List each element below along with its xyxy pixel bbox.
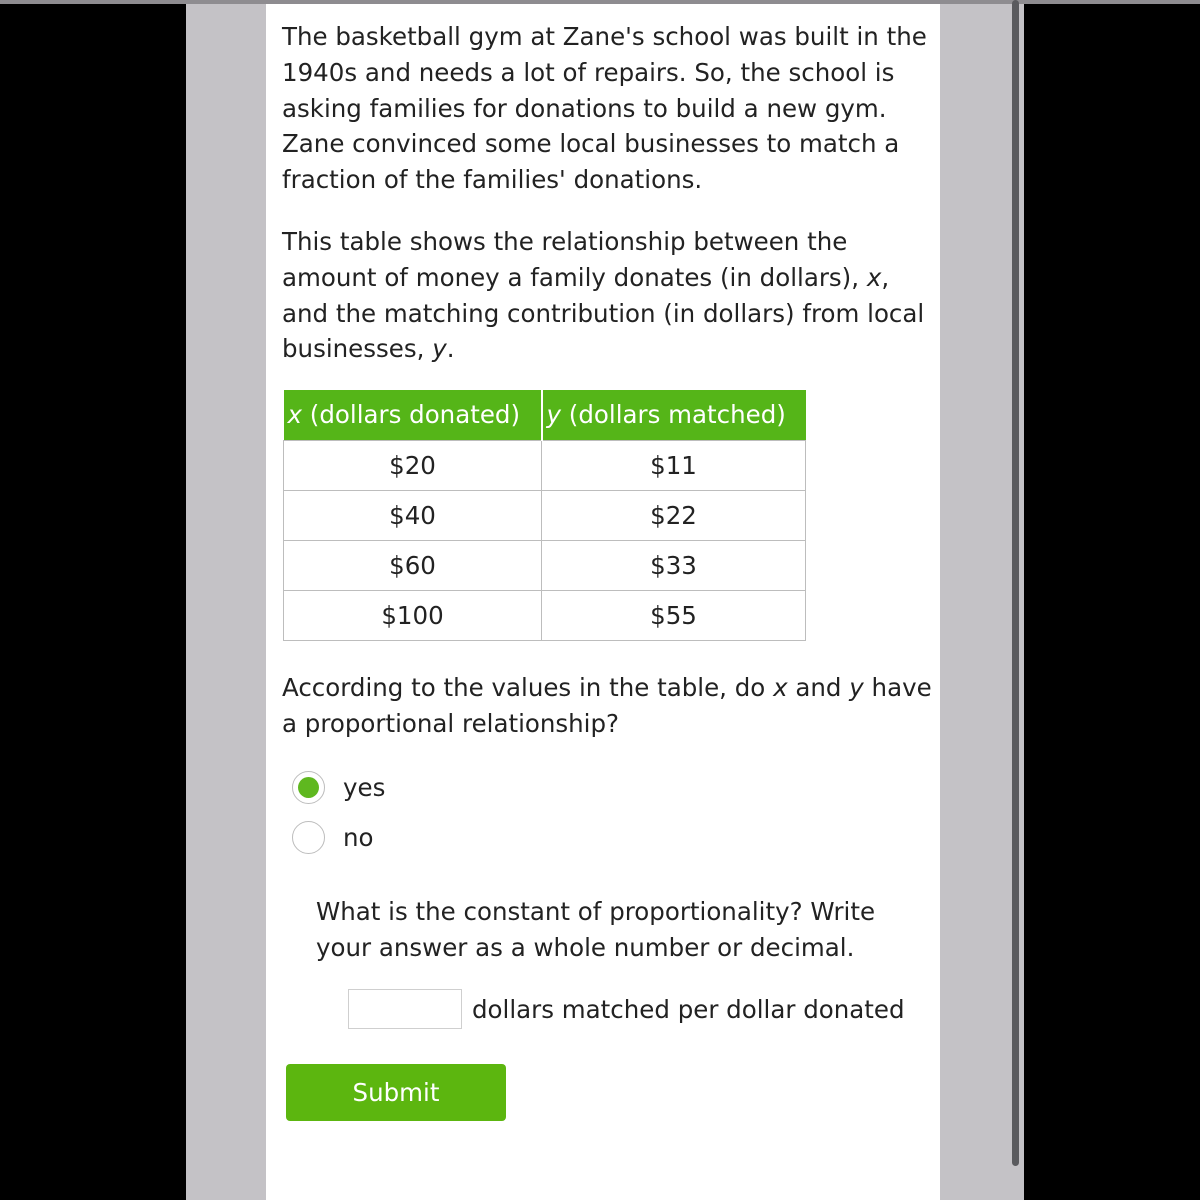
option-yes-label[interactable]: yes bbox=[343, 772, 386, 802]
radio-yes[interactable] bbox=[292, 771, 325, 804]
answer-row bbox=[348, 989, 905, 1029]
cell-y: $55 bbox=[542, 590, 806, 640]
option-no[interactable] bbox=[292, 817, 374, 857]
scrollbar-thumb[interactable] bbox=[1012, 0, 1019, 1166]
table-intro-text-3: . bbox=[446, 334, 455, 364]
cell-x: $40 bbox=[284, 490, 542, 540]
table-intro-text-1: This table shows the relationship between the amount of money a family donates (in dollars), bbox=[282, 227, 860, 292]
header-y: y (dollars matched) bbox=[542, 390, 806, 440]
table-intro-text-2: , and the matching contribution (in dollars) from local businesses, bbox=[282, 262, 925, 364]
submit-button[interactable]: Submit bbox=[286, 1064, 506, 1121]
table-row bbox=[284, 540, 806, 590]
cell-y: $22 bbox=[542, 490, 806, 540]
table-header-row bbox=[284, 390, 806, 440]
cell-x: $60 bbox=[284, 540, 542, 590]
proportional-question: According to the values in the table, do x and y have a proportional relationship? bbox=[282, 673, 932, 738]
answer-unit-label: dollars matched per dollar donated bbox=[472, 994, 905, 1024]
variable-y: y bbox=[849, 673, 864, 702]
table-intro-paragraph bbox=[282, 224, 932, 367]
donation-table bbox=[283, 390, 806, 641]
left-gutter bbox=[186, 4, 266, 1200]
cell-y: $33 bbox=[542, 540, 806, 590]
question-page bbox=[266, 4, 940, 1200]
header-x: x (dollars donated) bbox=[284, 390, 542, 440]
radio-no[interactable] bbox=[292, 821, 325, 854]
cell-x: $20 bbox=[284, 440, 542, 490]
table-row bbox=[284, 490, 806, 540]
variable-x: x bbox=[773, 673, 788, 702]
table-row bbox=[284, 440, 806, 490]
cell-x: $100 bbox=[284, 590, 542, 640]
constant-question: What is the constant of proportionality? Write your answer as a whole number or decimal. bbox=[316, 897, 876, 962]
option-yes[interactable] bbox=[292, 767, 385, 807]
radio-selected-dot bbox=[298, 777, 319, 798]
variable-y: y bbox=[432, 334, 447, 364]
intro-paragraph: The basketball gym at Zane's school was built in the 1940s and needs a lot of repairs. So, the school is asking families for donations to build a new gym. Zane convinced some local businesses to match a fraction of the families' donations. bbox=[282, 22, 927, 195]
cell-y: $11 bbox=[542, 440, 806, 490]
answer-input[interactable] bbox=[348, 989, 462, 1029]
table-row bbox=[284, 590, 806, 640]
option-no-label[interactable]: no bbox=[343, 822, 374, 852]
variable-x: x bbox=[866, 262, 882, 292]
